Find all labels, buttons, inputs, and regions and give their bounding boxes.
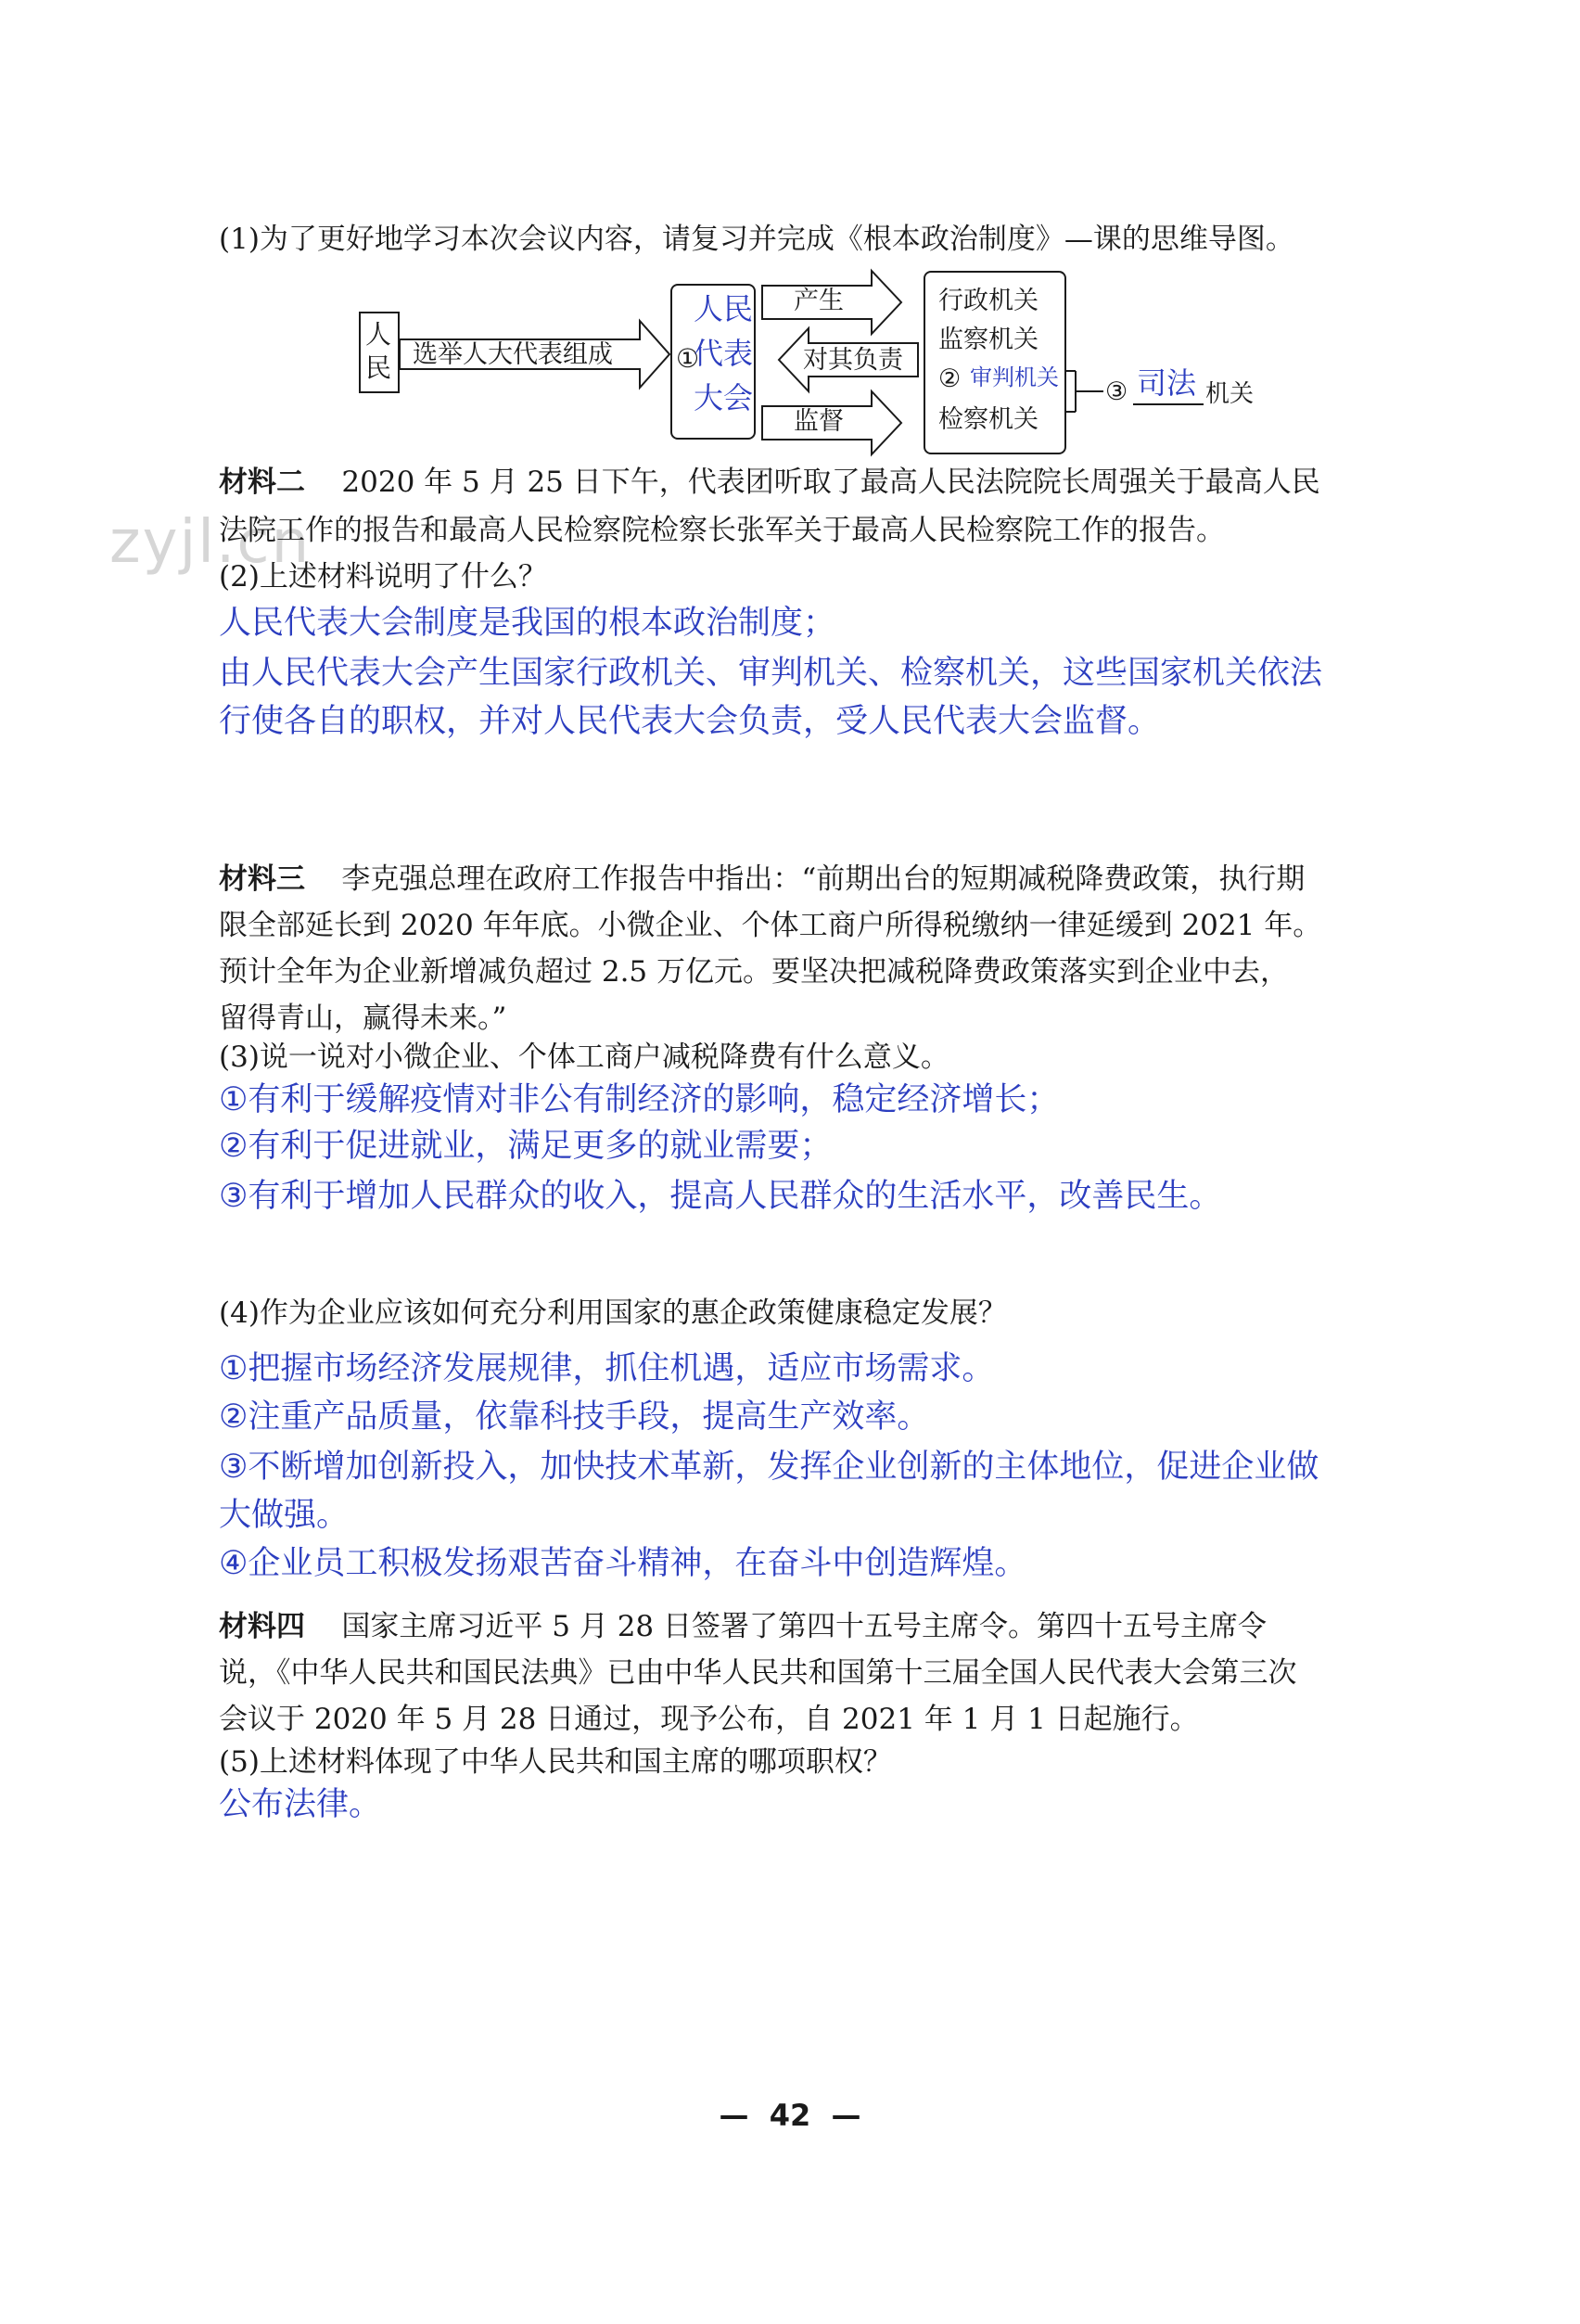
q2-answer-line: 行使各自的职权，并对人民代表大会负责，受人民代表大会监督。 [219, 703, 1161, 740]
q4-answer-line: ①把握市场经济发展规律，抓住机遇，适应市场需求。 [219, 1350, 995, 1387]
judicial-answer: 司法 [1137, 365, 1197, 401]
material3-line4: 留得青山，赢得未来。” [219, 1002, 507, 1035]
q5-question: (5)上述材料体现了中华人民共和国主席的哪项职权？ [219, 1745, 892, 1779]
q4-answer-line: ③不断增加创新投入，加快技术革新，发挥企业创新的主体地位，促进企业做 [219, 1449, 1319, 1486]
circle-2-label: ② [938, 364, 962, 393]
supervise-label: 监督 [794, 407, 844, 436]
page-number: — 42 — [719, 2098, 861, 2133]
responsible-label: 对其负责 [803, 346, 903, 375]
produce-label: 产生 [794, 287, 844, 315]
q1-question: (1)为了更好地学习本次会议内容，请复习并完成《根本政治制度》—课的思维导图。 [219, 223, 1294, 256]
organ-admin: 行政机关 [938, 287, 1038, 315]
q3-answer-line: ①有利于缓解疫情对非公有制经济的影响，稳定经济增长； [219, 1081, 1060, 1118]
q4-answer-line: ④企业员工积极发扬艰苦奋斗精神，在奋斗中创造辉煌。 [219, 1545, 1027, 1582]
people-label-2: 民 [365, 352, 392, 383]
npc-answer-line2: 代表 [694, 336, 754, 371]
material3-text1: 李克强总理在政府工作报告中指出：“前期出台的短期减税降费政策，执行期 [341, 862, 1306, 896]
q2-answer-line: 人民代表大会制度是我国的根本政治制度； [219, 605, 836, 642]
material3-line1 [219, 861, 1305, 898]
material4-label: 材料四 [219, 1610, 305, 1643]
circle-1-label: ① [676, 343, 700, 374]
people-label: 人 [365, 319, 392, 350]
q2-answer-line: 由人民代表大会产生国家行政机关、审判机关、检察机关，这些国家机关依法 [219, 655, 1323, 692]
mind-map-arrows [0, 0, 1580, 482]
npc-answer-line1: 人民 [694, 291, 754, 326]
organ-trial-answer: 审判机关 [970, 364, 1059, 390]
organ-supervision: 监察机关 [938, 326, 1038, 354]
material2-line1 [219, 464, 1320, 501]
npc-answer-line3: 大会 [694, 380, 754, 415]
q4-answer-line: ②注重产品质量，依靠科技手段，提高生产效率。 [219, 1398, 930, 1436]
judicial-suffix: 机关 [1205, 380, 1255, 408]
material4-line3: 会议于 2020 年 5 月 28 日通过，现予公布，自 2021 年 1 月 1 日起施行。 [219, 1703, 1199, 1736]
material4-line1 [219, 1608, 1267, 1645]
q2-question: (2)上述材料说明了什么？ [219, 560, 547, 594]
q4-answer-line: 大做强。 [219, 1497, 350, 1534]
q3-answer-line: ③有利于增加人民群众的收入，提高人民群众的生活水平，改善民生。 [219, 1178, 1222, 1215]
circle-3-label: ③ [1105, 377, 1128, 406]
q4-question: (4)作为企业应该如何充分利用国家的惠企政策健康稳定发展？ [219, 1296, 1007, 1330]
elect-label: 选举人大代表组成 [413, 340, 613, 369]
q3-question: (3)说一说对小微企业、个体工商户减税降费有什么意义。 [219, 1041, 949, 1074]
material4-text1: 国家主席习近平 5 月 28 日签署了第四十五号主席令。第四十五号主席令 [341, 1610, 1268, 1643]
watermark: zyjl.cn [109, 508, 312, 577]
q5-answer: 公布法律。 [219, 1786, 382, 1823]
q3-answer-line: ②有利于促进就业，满足更多的就业需要； [219, 1128, 833, 1165]
material2-text1: 2020 年 5 月 25 日下午，代表团听取了最高人民法院院长周强关于最高人民 [341, 466, 1320, 499]
material3-label: 材料三 [219, 862, 305, 896]
material2-label: 材料二 [219, 466, 305, 499]
material3-line2: 限全部延长到 2020 年年底。小微企业、个体工商户所得税缴纳一律延缓到 2021 年。 [219, 909, 1322, 942]
material2-line2: 法院工作的报告和最高人民检察院检察长张军关于最高人民检察院工作的报告。 [219, 514, 1225, 547]
page-number-value: 42 [769, 2098, 811, 2133]
material4-line2: 说，《中华人民共和国民法典》已由中华人民共和国第十三届全国人民代表大会第三次 [219, 1656, 1297, 1690]
organ-procuratorate: 检察机关 [938, 405, 1038, 434]
material3-line3: 预计全年为企业新增减负超过 2.5 万亿元。要坚决把减税降费政策落实到企业中去， [219, 955, 1290, 989]
